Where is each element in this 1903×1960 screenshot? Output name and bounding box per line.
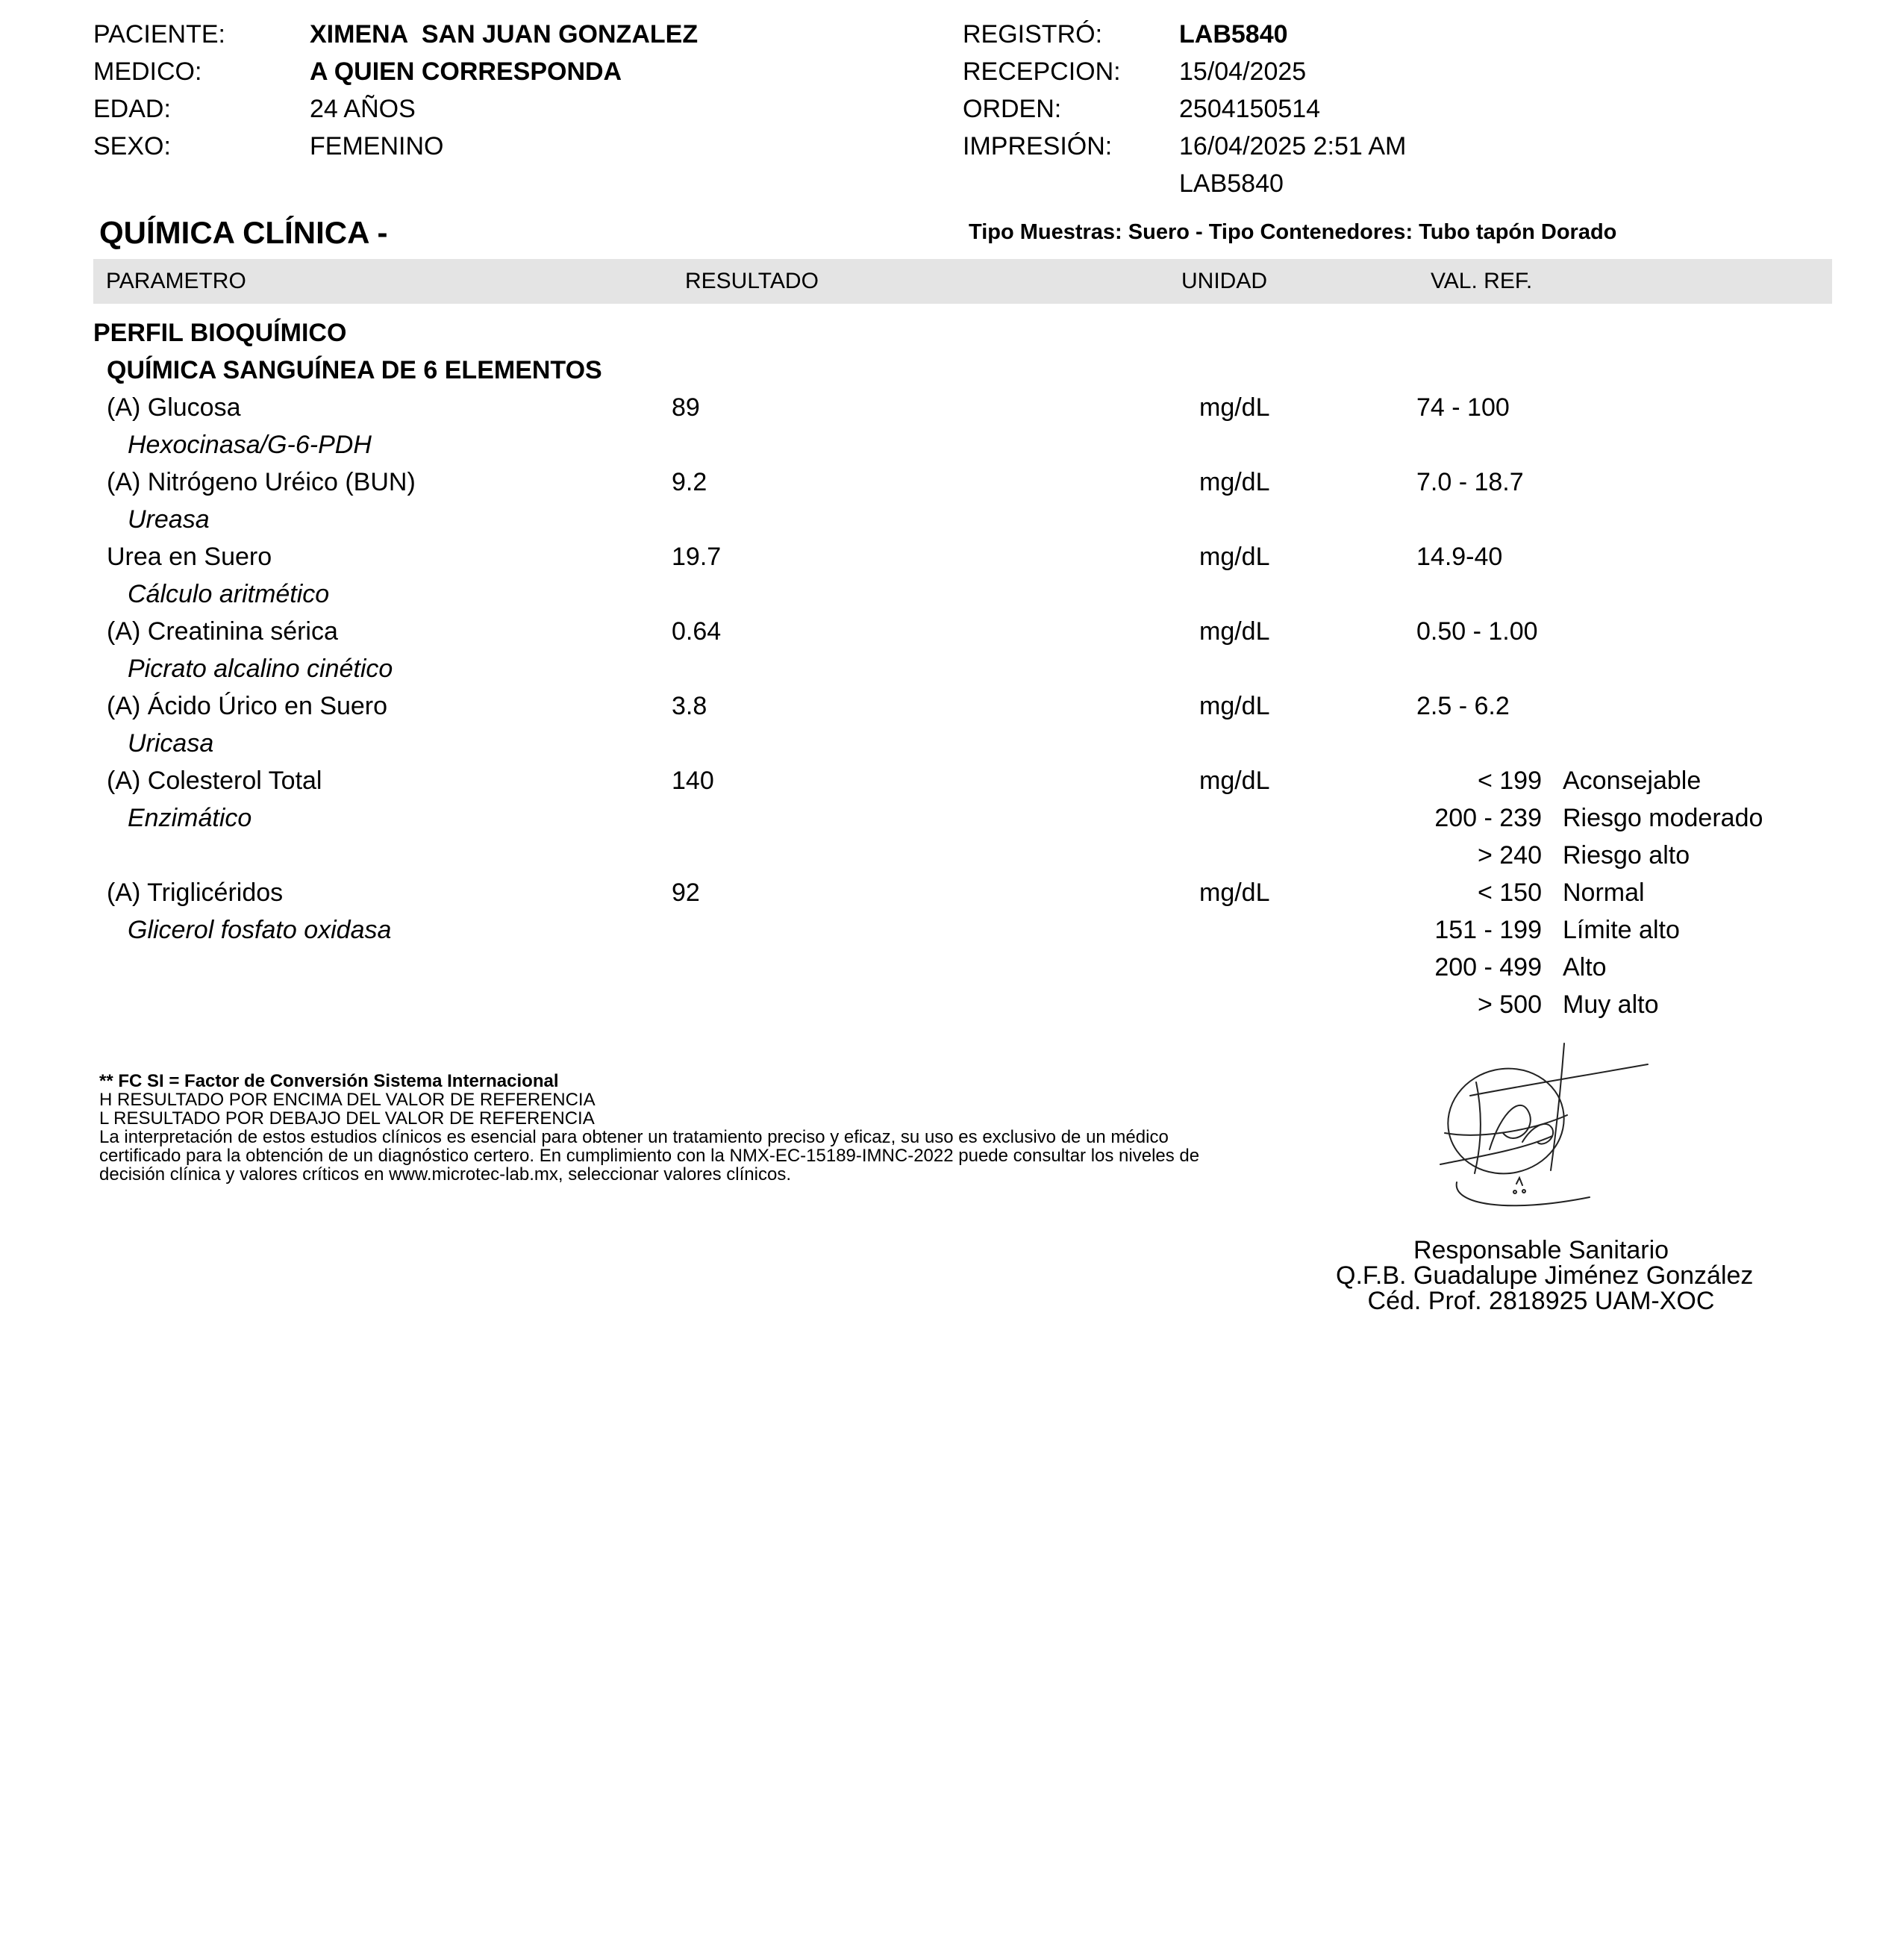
footnote-disclaimer: certificado para la obtención de un diagnóstico certero. En cumplimiento con la NMX-EC-15189-IMNC-2022 puede consultar los niveles de [99,1146,1200,1166]
handwritten-signature [1418,1037,1672,1217]
age-value: 24 AÑOS [310,95,416,123]
reference-range: 200 - 499 [1434,953,1542,981]
result-value: 19.7 [672,543,722,571]
reference-range: 151 - 199 [1434,916,1542,944]
profile-title: PERFIL BIOQUÍMICO [93,319,347,347]
order-label: ORDEN: [963,95,1062,123]
sample-info: Tipo Muestras: Suero - Tipo Contenedores: Tubo tapón Dorado [969,220,1617,244]
result-method: Hexocinasa/G-6-PDH [128,431,372,459]
reference-label: Muy alto [1563,990,1659,1019]
reference-range-line [1416,840,1690,870]
order-value: 2504150514 [1179,95,1321,123]
reference-label: Normal [1563,878,1645,907]
cholesterol-value: 140 [672,767,714,795]
patient-value: XIMENA SAN JUAN GONZALEZ [310,20,699,49]
result-method: Cálculo aritmético [128,580,330,608]
table-header [93,259,1832,304]
sex-value: FEMENINO [310,132,444,160]
reference-range-line [1416,803,1763,833]
patient-label: PACIENTE: [93,20,225,49]
result-value: 89 [672,393,700,422]
signature-role: Responsable Sanitario [1413,1236,1669,1264]
cholesterol-unit: mg/dL [1199,767,1270,795]
result-reference: 0.50 - 1.00 [1416,617,1538,646]
result-method: Uricasa [128,729,214,758]
result-parameter: Urea en Suero [107,543,272,571]
profile-subtitle: QUÍMICA SANGUÍNEA DE 6 ELEMENTOS [107,356,602,384]
sex-label: SEXO: [93,132,171,160]
reference-range: > 240 [1477,841,1542,870]
result-parameter: (A) Ácido Úrico en Suero [107,692,388,720]
result-value: 3.8 [672,692,707,720]
reception-value: 15/04/2025 [1179,57,1307,86]
column-header-result: RESULTADO [685,269,819,293]
reference-range-line [1416,766,1701,796]
reception-label: RECEPCION: [963,57,1121,86]
result-unit: mg/dL [1199,692,1270,720]
result-reference: 7.0 - 18.7 [1416,468,1524,496]
reference-range-line [1416,990,1659,1020]
age-label: EDAD: [93,95,171,123]
triglycerides-parameter: (A) Triglicéridos [107,878,284,907]
triglycerides-method: Glicerol fosfato oxidasa [128,916,392,944]
result-method: Ureasa [128,505,210,534]
registry-label: REGISTRÓ: [963,20,1103,49]
column-header-reference: VAL. REF. [1431,269,1533,293]
result-value: 0.64 [672,617,722,646]
footnote-disclaimer: decisión clínica y valores críticos en www.microtec-lab.mx, seleccionar valores clínicos. [99,1164,791,1185]
footnote-disclaimer: La interpretación de estos estudios clínicos es esencial para obtener un tratamiento preciso y eficaz, su uso es exclusivo de un médico [99,1127,1169,1147]
result-unit: mg/dL [1199,617,1270,646]
result-unit: mg/dL [1199,468,1270,496]
triglycerides-unit: mg/dL [1199,878,1270,907]
signature-license: Céd. Prof. 2818925 UAM-XOC [1367,1287,1715,1315]
reference-range-line [1416,915,1680,945]
print-value: 16/04/2025 2:51 AM [1179,132,1407,160]
reference-range: < 199 [1477,767,1542,795]
footnote-high: H RESULTADO POR ENCIMA DEL VALOR DE REFERENCIA [99,1090,596,1110]
reference-label: Riesgo moderado [1563,804,1763,832]
result-reference: 74 - 100 [1416,393,1510,422]
reference-range: > 500 [1477,990,1542,1019]
reference-label: Alto [1563,953,1607,981]
result-unit: mg/dL [1199,393,1270,422]
triglycerides-value: 92 [672,878,700,907]
footnote-low: L RESULTADO POR DEBAJO DEL VALOR DE REFERENCIA [99,1108,595,1129]
reference-label: Aconsejable [1563,767,1702,795]
result-unit: mg/dL [1199,543,1270,571]
column-header-unit: UNIDAD [1181,269,1268,293]
result-parameter: (A) Glucosa [107,393,241,422]
result-reference: 14.9-40 [1416,543,1503,571]
registry-value: LAB5840 [1179,20,1288,49]
signature-name: Q.F.B. Guadalupe Jiménez González [1336,1261,1754,1290]
section-title: QUÍMICA CLÍNICA - [99,215,388,250]
result-parameter: (A) Nitrógeno Uréico (BUN) [107,468,416,496]
cholesterol-parameter: (A) Colesterol Total [107,767,322,795]
result-reference: 2.5 - 6.2 [1416,692,1510,720]
doctor-value: A QUIEN CORRESPONDA [310,57,622,86]
cholesterol-method: Enzimático [128,804,252,832]
reference-range: < 150 [1477,878,1542,907]
print-label: IMPRESIÓN: [963,132,1113,160]
footnote-fc-si: ** FC SI = Factor de Conversión Sistema Internacional [99,1071,559,1091]
extra-registry-value: LAB5840 [1179,169,1284,198]
reference-range-line [1416,952,1607,982]
reference-range: 200 - 239 [1434,804,1542,832]
column-header-parameter: PARAMETRO [106,269,246,293]
result-parameter: (A) Creatinina sérica [107,617,338,646]
doctor-label: MEDICO: [93,57,202,86]
reference-label: Riesgo alto [1563,841,1690,870]
result-method: Picrato alcalino cinético [128,655,393,683]
reference-range-line [1416,878,1645,908]
reference-label: Límite alto [1563,916,1680,944]
signature-block [1336,1236,1754,1315]
result-value: 9.2 [672,468,707,496]
